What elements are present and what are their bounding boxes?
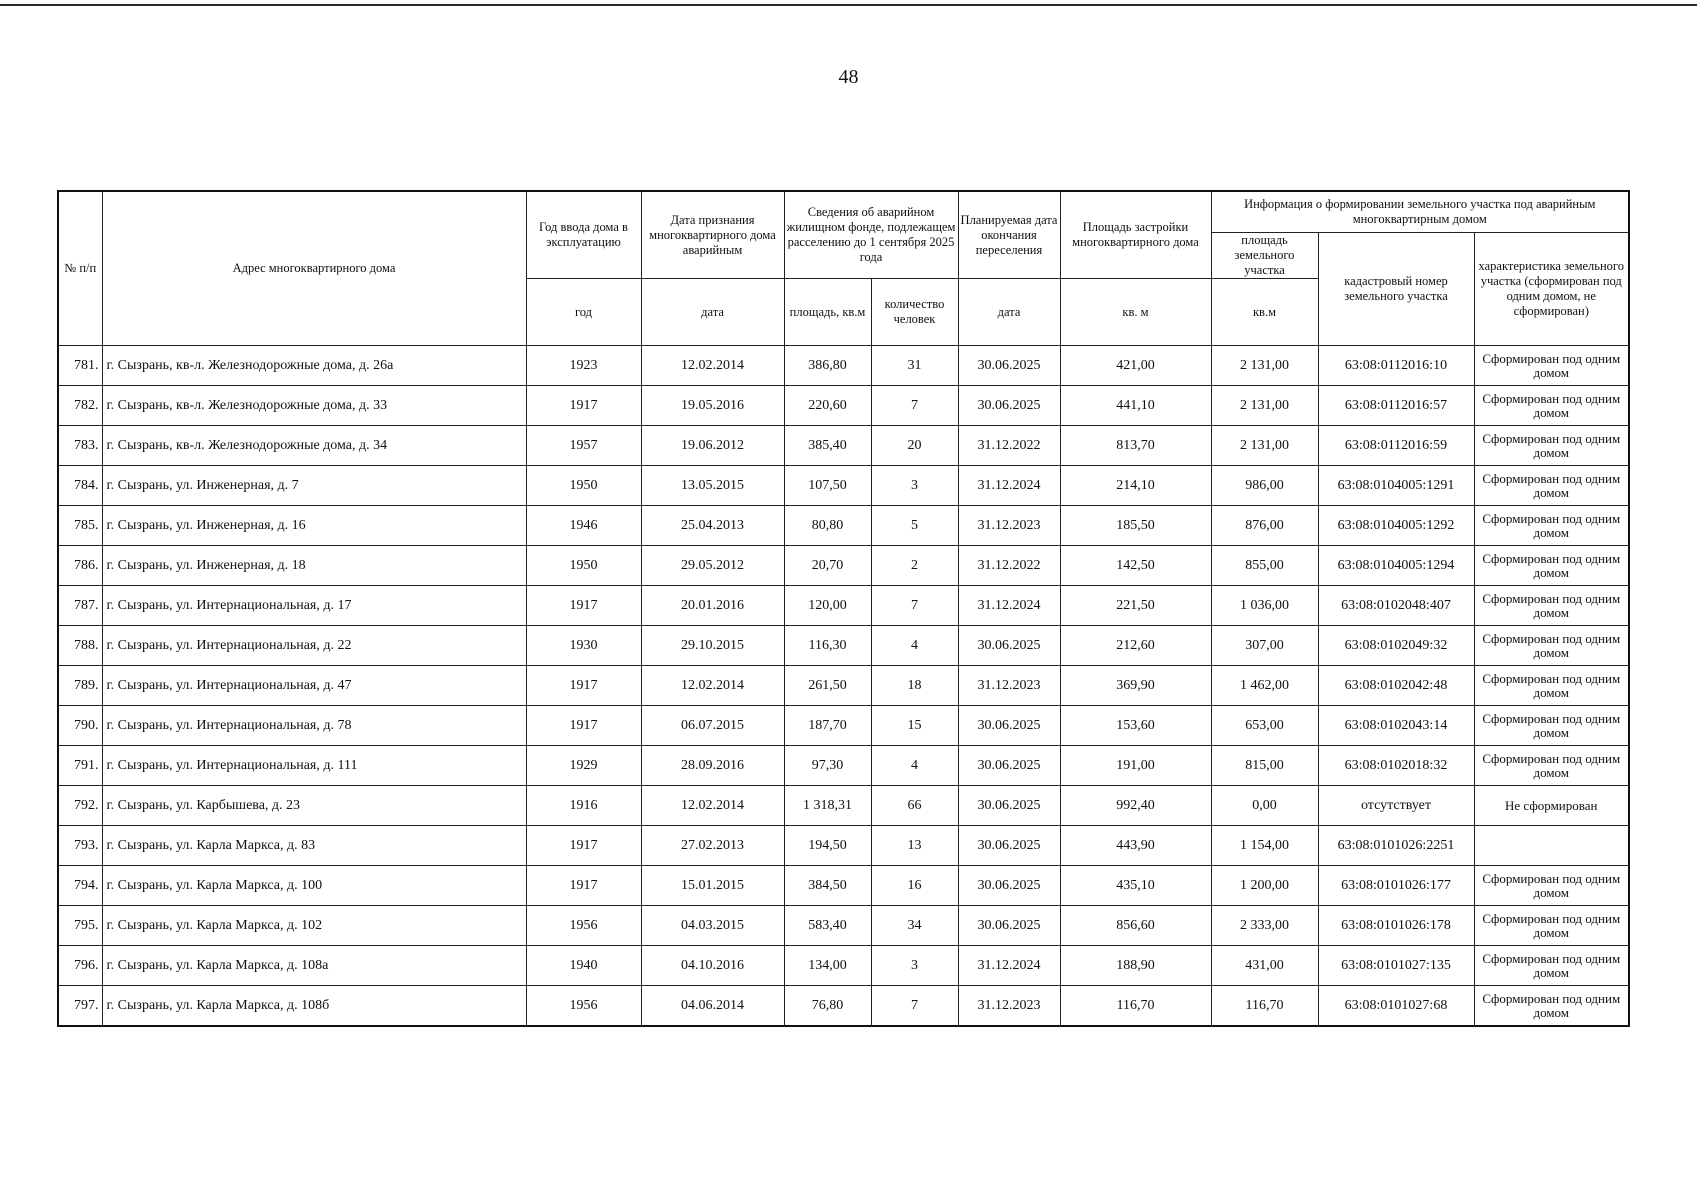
header-year: Год ввода дома в эксплуатацию [526, 191, 641, 279]
table-row [58, 946, 1629, 986]
unit-recognition: дата [641, 279, 784, 346]
header-characteristic: характеристика земельного участка (сформирован под одним домом, не сформирован) [1474, 233, 1629, 346]
cell-people: 31 [871, 346, 958, 386]
cell-planned: 30.06.2025 [958, 866, 1060, 906]
cell-cadastral: 63:08:0104005:1292 [1318, 506, 1474, 546]
cell-year: 1923 [526, 346, 641, 386]
cell-characteristic: Сформирован под одним домом [1474, 386, 1629, 426]
cell-planned: 31.12.2022 [958, 546, 1060, 586]
cell-area: 120,00 [784, 586, 871, 626]
cell-building-area: 443,90 [1060, 826, 1211, 866]
cell-characteristic: Сформирован под одним домом [1474, 426, 1629, 466]
cell-land-area: 986,00 [1211, 466, 1318, 506]
cell-building-area: 191,00 [1060, 746, 1211, 786]
cell-building-area: 185,50 [1060, 506, 1211, 546]
page-number: 48 [838, 66, 859, 88]
cell-land-area: 2 131,00 [1211, 386, 1318, 426]
cell-cadastral: 63:08:0112016:57 [1318, 386, 1474, 426]
cell-people: 3 [871, 946, 958, 986]
cell-recognized: 12.02.2014 [641, 786, 784, 826]
cell-area: 194,50 [784, 826, 871, 866]
cell-year: 1957 [526, 426, 641, 466]
cell-building-area: 214,10 [1060, 466, 1211, 506]
unit-land-area: кв.м [1211, 279, 1318, 346]
cell-cadastral: 63:08:0104005:1291 [1318, 466, 1474, 506]
cell-people: 20 [871, 426, 958, 466]
cell-num: 789. [58, 666, 102, 706]
cell-people: 4 [871, 626, 958, 666]
unit-year: год [526, 279, 641, 346]
cell-address: г. Сызрань, ул. Интернациональная, д. 78 [102, 706, 526, 746]
cell-characteristic: Сформирован под одним домом [1474, 546, 1629, 586]
cell-address: г. Сызрань, ул. Инженерная, д. 18 [102, 546, 526, 586]
cell-land-area: 116,70 [1211, 986, 1318, 1027]
cell-address: г. Сызрань, ул. Интернациональная, д. 22 [102, 626, 526, 666]
cell-people: 7 [871, 986, 958, 1027]
cell-planned: 31.12.2023 [958, 506, 1060, 546]
cell-building-area: 188,90 [1060, 946, 1211, 986]
cell-recognized: 04.03.2015 [641, 906, 784, 946]
cell-address: г. Сызрань, кв-л. Железнодорожные дома, д. 33 [102, 386, 526, 426]
cell-people: 4 [871, 746, 958, 786]
cell-recognized: 19.06.2012 [641, 426, 784, 466]
table-row [58, 426, 1629, 466]
cell-characteristic: Сформирован под одним домом [1474, 466, 1629, 506]
emergency-housing-table [57, 190, 1630, 1027]
table-row [58, 506, 1629, 546]
cell-year: 1930 [526, 626, 641, 666]
cell-area: 107,50 [784, 466, 871, 506]
cell-building-area: 369,90 [1060, 666, 1211, 706]
cell-address: г. Сызрань, ул. Карла Маркса, д. 108б [102, 986, 526, 1027]
cell-land-area: 1 200,00 [1211, 866, 1318, 906]
housing-table-wrapper [57, 190, 1630, 1027]
cell-planned: 31.12.2023 [958, 666, 1060, 706]
cell-address: г. Сызрань, ул. Карбышева, д. 23 [102, 786, 526, 826]
cell-people: 15 [871, 706, 958, 746]
cell-characteristic: Сформирован под одним домом [1474, 586, 1629, 626]
cell-recognized: 28.09.2016 [641, 746, 784, 786]
cell-area: 220,60 [784, 386, 871, 426]
cell-cadastral: 63:08:0102018:32 [1318, 746, 1474, 786]
cell-recognized: 19.05.2016 [641, 386, 784, 426]
cell-num: 790. [58, 706, 102, 746]
header-address: Адрес многоквартирного дома [102, 191, 526, 346]
cell-cadastral: 63:08:0112016:10 [1318, 346, 1474, 386]
cell-cadastral: 63:08:0101026:2251 [1318, 826, 1474, 866]
cell-year: 1917 [526, 826, 641, 866]
cell-year: 1940 [526, 946, 641, 986]
cell-address: г. Сызрань, кв-л. Железнодорожные дома, д. 34 [102, 426, 526, 466]
cell-area: 1 318,31 [784, 786, 871, 826]
cell-planned: 30.06.2025 [958, 746, 1060, 786]
cell-land-area: 2 131,00 [1211, 346, 1318, 386]
table-row [58, 626, 1629, 666]
cell-num: 781. [58, 346, 102, 386]
cell-address: г. Сызрань, ул. Карла Маркса, д. 102 [102, 906, 526, 946]
cell-num: 788. [58, 626, 102, 666]
cell-people: 7 [871, 386, 958, 426]
cell-land-area: 815,00 [1211, 746, 1318, 786]
cell-year: 1917 [526, 386, 641, 426]
table-row [58, 866, 1629, 906]
cell-num: 796. [58, 946, 102, 986]
table-row [58, 666, 1629, 706]
cell-planned: 31.12.2024 [958, 946, 1060, 986]
cell-year: 1917 [526, 666, 641, 706]
cell-num: 787. [58, 586, 102, 626]
cell-year: 1946 [526, 506, 641, 546]
cell-land-area: 653,00 [1211, 706, 1318, 746]
cell-people: 66 [871, 786, 958, 826]
cell-land-area: 1 036,00 [1211, 586, 1318, 626]
table-row [58, 466, 1629, 506]
table-row [58, 546, 1629, 586]
cell-num: 782. [58, 386, 102, 426]
cell-year: 1916 [526, 786, 641, 826]
cell-land-area: 431,00 [1211, 946, 1318, 986]
cell-year: 1956 [526, 986, 641, 1027]
cell-area: 97,30 [784, 746, 871, 786]
cell-year: 1917 [526, 586, 641, 626]
cell-people: 3 [871, 466, 958, 506]
cell-characteristic: Сформирован под одним домом [1474, 626, 1629, 666]
cell-planned: 31.12.2022 [958, 426, 1060, 466]
cell-planned: 30.06.2025 [958, 386, 1060, 426]
cell-building-area: 992,40 [1060, 786, 1211, 826]
header-building-area: Площадь застройки многоквартирного дома [1060, 191, 1211, 279]
table-row [58, 586, 1629, 626]
cell-characteristic: Сформирован под одним домом [1474, 346, 1629, 386]
cell-recognized: 12.02.2014 [641, 346, 784, 386]
cell-address: г. Сызрань, ул. Интернациональная, д. 111 [102, 746, 526, 786]
cell-address: г. Сызрань, ул. Карла Маркса, д. 108а [102, 946, 526, 986]
cell-building-area: 435,10 [1060, 866, 1211, 906]
cell-cadastral: 63:08:0112016:59 [1318, 426, 1474, 466]
table-row [58, 706, 1629, 746]
table-header [58, 191, 1629, 346]
cell-land-area: 307,00 [1211, 626, 1318, 666]
cell-building-area: 421,00 [1060, 346, 1211, 386]
cell-recognized: 13.05.2015 [641, 466, 784, 506]
cell-area: 261,50 [784, 666, 871, 706]
cell-building-area: 212,60 [1060, 626, 1211, 666]
cell-num: 794. [58, 866, 102, 906]
header-cadastral: кадастровый номер земельного участка [1318, 233, 1474, 346]
cell-address: г. Сызрань, ул. Интернациональная, д. 17 [102, 586, 526, 626]
cell-cadastral: 63:08:0102043:14 [1318, 706, 1474, 746]
cell-cadastral: 63:08:0104005:1294 [1318, 546, 1474, 586]
cell-people: 16 [871, 866, 958, 906]
cell-building-area: 116,70 [1060, 986, 1211, 1027]
cell-characteristic [1474, 826, 1629, 866]
cell-num: 783. [58, 426, 102, 466]
cell-planned: 30.06.2025 [958, 706, 1060, 746]
cell-recognized: 04.06.2014 [641, 986, 784, 1027]
unit-building-area: кв. м [1060, 279, 1211, 346]
header-planned-date: Планируемая дата окончания переселения [958, 191, 1060, 279]
cell-recognized: 29.05.2012 [641, 546, 784, 586]
cell-address: г. Сызрань, ул. Инженерная, д. 16 [102, 506, 526, 546]
cell-area: 384,50 [784, 866, 871, 906]
cell-year: 1950 [526, 466, 641, 506]
cell-area: 116,30 [784, 626, 871, 666]
cell-year: 1917 [526, 706, 641, 746]
table-body [58, 346, 1629, 1027]
cell-cadastral: 63:08:0102042:48 [1318, 666, 1474, 706]
unit-fund-area: площадь, кв.м [784, 279, 871, 346]
cell-building-area: 221,50 [1060, 586, 1211, 626]
cell-land-area: 1 462,00 [1211, 666, 1318, 706]
cell-planned: 30.06.2025 [958, 906, 1060, 946]
unit-fund-people: количество человек [871, 279, 958, 346]
cell-people: 7 [871, 586, 958, 626]
cell-recognized: 04.10.2016 [641, 946, 784, 986]
cell-recognized: 15.01.2015 [641, 866, 784, 906]
unit-planned: дата [958, 279, 1060, 346]
table-row [58, 386, 1629, 426]
cell-year: 1929 [526, 746, 641, 786]
cell-people: 5 [871, 506, 958, 546]
cell-people: 2 [871, 546, 958, 586]
header-land-area: площадь земельного участка [1211, 233, 1318, 279]
cell-num: 793. [58, 826, 102, 866]
cell-num: 791. [58, 746, 102, 786]
cell-planned: 30.06.2025 [958, 826, 1060, 866]
cell-characteristic: Сформирован под одним домом [1474, 506, 1629, 546]
cell-cadastral: 63:08:0102048:407 [1318, 586, 1474, 626]
cell-land-area: 2 333,00 [1211, 906, 1318, 946]
table-row [58, 986, 1629, 1027]
cell-people: 18 [871, 666, 958, 706]
cell-area: 385,40 [784, 426, 871, 466]
cell-characteristic: Сформирован под одним домом [1474, 986, 1629, 1027]
cell-year: 1917 [526, 866, 641, 906]
cell-num: 785. [58, 506, 102, 546]
cell-land-area: 0,00 [1211, 786, 1318, 826]
cell-characteristic: Не сформирован [1474, 786, 1629, 826]
cell-address: г. Сызрань, ул. Карла Маркса, д. 100 [102, 866, 526, 906]
table-row [58, 906, 1629, 946]
cell-planned: 30.06.2025 [958, 346, 1060, 386]
cell-num: 792. [58, 786, 102, 826]
cell-num: 795. [58, 906, 102, 946]
cell-area: 134,00 [784, 946, 871, 986]
cell-address: г. Сызрань, кв-л. Железнодорожные дома, д. 26а [102, 346, 526, 386]
cell-people: 34 [871, 906, 958, 946]
cell-area: 20,70 [784, 546, 871, 586]
header-recognition-date: Дата признания многоквартирного дома аварийным [641, 191, 784, 279]
cell-people: 13 [871, 826, 958, 866]
cell-recognized: 06.07.2015 [641, 706, 784, 746]
header-land-group: Информация о формировании земельного участка под аварийным многоквартирным домом [1211, 191, 1629, 233]
cell-characteristic: Сформирован под одним домом [1474, 706, 1629, 746]
cell-land-area: 855,00 [1211, 546, 1318, 586]
cell-recognized: 27.02.2013 [641, 826, 784, 866]
cell-planned: 31.12.2024 [958, 586, 1060, 626]
cell-cadastral: 63:08:0101026:177 [1318, 866, 1474, 906]
cell-area: 386,80 [784, 346, 871, 386]
cell-cadastral: 63:08:0101027:135 [1318, 946, 1474, 986]
cell-planned: 30.06.2025 [958, 626, 1060, 666]
cell-characteristic: Сформирован под одним домом [1474, 946, 1629, 986]
table-row [58, 826, 1629, 866]
header-num: № п/п [58, 191, 102, 346]
cell-characteristic: Сформирован под одним домом [1474, 746, 1629, 786]
cell-planned: 31.12.2023 [958, 986, 1060, 1027]
cell-area: 187,70 [784, 706, 871, 746]
cell-characteristic: Сформирован под одним домом [1474, 866, 1629, 906]
cell-characteristic: Сформирован под одним домом [1474, 906, 1629, 946]
cell-year: 1956 [526, 906, 641, 946]
cell-num: 797. [58, 986, 102, 1027]
cell-recognized: 25.04.2013 [641, 506, 784, 546]
table-row [58, 786, 1629, 826]
cell-characteristic: Сформирован под одним домом [1474, 666, 1629, 706]
cell-area: 76,80 [784, 986, 871, 1027]
cell-cadastral: 63:08:0101027:68 [1318, 986, 1474, 1027]
table-row [58, 346, 1629, 386]
cell-address: г. Сызрань, ул. Интернациональная, д. 47 [102, 666, 526, 706]
cell-num: 784. [58, 466, 102, 506]
cell-recognized: 12.02.2014 [641, 666, 784, 706]
cell-building-area: 813,70 [1060, 426, 1211, 466]
cell-cadastral: отсутствует [1318, 786, 1474, 826]
cell-num: 786. [58, 546, 102, 586]
cell-cadastral: 63:08:0102049:32 [1318, 626, 1474, 666]
cell-cadastral: 63:08:0101026:178 [1318, 906, 1474, 946]
cell-area: 583,40 [784, 906, 871, 946]
cell-year: 1950 [526, 546, 641, 586]
cell-building-area: 441,10 [1060, 386, 1211, 426]
cell-building-area: 153,60 [1060, 706, 1211, 746]
cell-land-area: 1 154,00 [1211, 826, 1318, 866]
cell-building-area: 142,50 [1060, 546, 1211, 586]
cell-land-area: 2 131,00 [1211, 426, 1318, 466]
cell-planned: 30.06.2025 [958, 786, 1060, 826]
header-fund-group: Сведения об аварийном жилищном фонде, подлежащем расселению до 1 сентября 2025 года [784, 191, 958, 279]
cell-building-area: 856,60 [1060, 906, 1211, 946]
cell-land-area: 876,00 [1211, 506, 1318, 546]
cell-address: г. Сызрань, ул. Инженерная, д. 7 [102, 466, 526, 506]
cell-address: г. Сызрань, ул. Карла Маркса, д. 83 [102, 826, 526, 866]
cell-recognized: 29.10.2015 [641, 626, 784, 666]
table-row [58, 746, 1629, 786]
cell-planned: 31.12.2024 [958, 466, 1060, 506]
cell-area: 80,80 [784, 506, 871, 546]
cell-recognized: 20.01.2016 [641, 586, 784, 626]
top-rule [0, 4, 1697, 6]
